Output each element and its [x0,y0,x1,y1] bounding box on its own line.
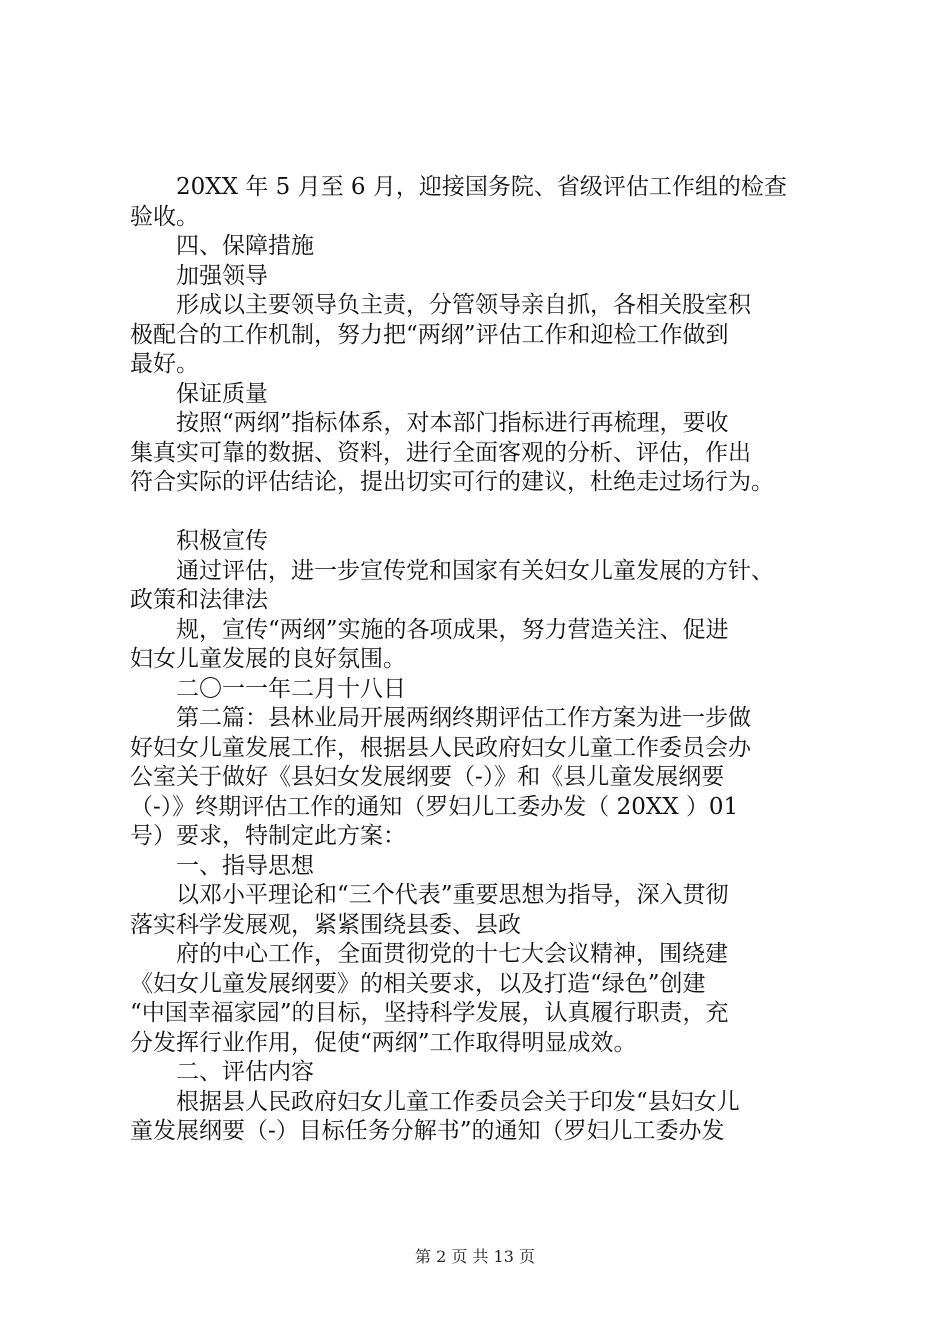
text-line: 一、指导思想 [176,852,314,879]
text-line: 积极宣传 [176,528,268,554]
text-line: 集真实可靠的数据、资料，进行全面客观的分析、评估，作出 [130,439,751,466]
text-line: “中国幸福家园”的目标，坚持科学发展，认真履行职责，充 [130,1000,729,1026]
text-line: 根据县人民政府妇女儿童工作委员会关于印发“县妇女儿 [176,1088,740,1115]
text-line: 四、保障措施 [176,233,314,259]
text-line: 通过评估，进一步宣传党和国家有关妇女儿童发展的方针、 [176,557,774,584]
text-line: 《妇女儿童发展纲要》的相关要求，以及打造“绿色”创建 [130,970,706,997]
text-line: 童发展纲要（-）目标任务分解书”的通知（罗妇儿工委办发 [130,1118,725,1144]
text-line: （-）》终期评估工作的通知（罗妇儿工委办发（ 20XX ）01 [130,793,739,820]
text-line: 公室关于做好《县妇女发展纲要（-）》和《县儿童发展纲要 [130,764,725,790]
page-footer: 第 2 页 共 13 页 [415,1247,535,1266]
text-line: 形成以主要领导负主责，分管领导亲自抓，各相关股室积 [176,292,751,318]
text-line: 落实科学发展观，紧紧围绕县委、县政 [130,911,521,938]
document-body [130,173,840,1147]
text-line: 20XX 年 5 月至 6 月，迎接国务院、省级评估工作组的检查 [176,174,787,200]
text-line: 以邓小平理论和“三个代表”重要思想为指导，深入贯彻 [176,882,729,908]
text-line: 按照“两纲”指标体系，对本部门指标进行再梳理，要收 [176,410,729,436]
text-line: 分发挥行业作用，促使“两纲”工作取得明显成效。 [130,1029,637,1056]
text-line: 好妇女儿童发展工作，根据县人民政府妇女儿童工作委员会办 [130,734,751,761]
text-line: 号）要求，特制定此方案： [130,823,406,849]
text-line: 加强领导 [176,262,268,289]
text-line: 符合实际的评估结论，提出切实可行的建议，杜绝走过场行为。 [130,469,774,495]
text-line: 极配合的工作机制，努力把“两纲”评估工作和迎检工作做到 [130,321,729,348]
text-line: 规，宣传“两纲”实施的各项成果，努力营造关注、促进 [176,616,729,643]
text-line: 政策和法律法 [130,587,268,613]
blank-line [130,498,840,528]
text-line: 府的中心工作，全面贯彻党的十七大会议精神，围绕建 [176,941,728,967]
text-line: 验收。 [130,203,199,230]
text-line: 妇女儿童发展的良好氛围。 [130,646,406,672]
text-line: 最好。 [130,351,199,377]
text-line: 二〇一一年二月十八日 [176,675,406,702]
text-line: 保证质量 [176,380,268,407]
text-line: 第二篇：县林业局开展两纲终期评估工作方案为进一步做 [176,705,751,731]
text-line: 二、评估内容 [176,1059,314,1085]
